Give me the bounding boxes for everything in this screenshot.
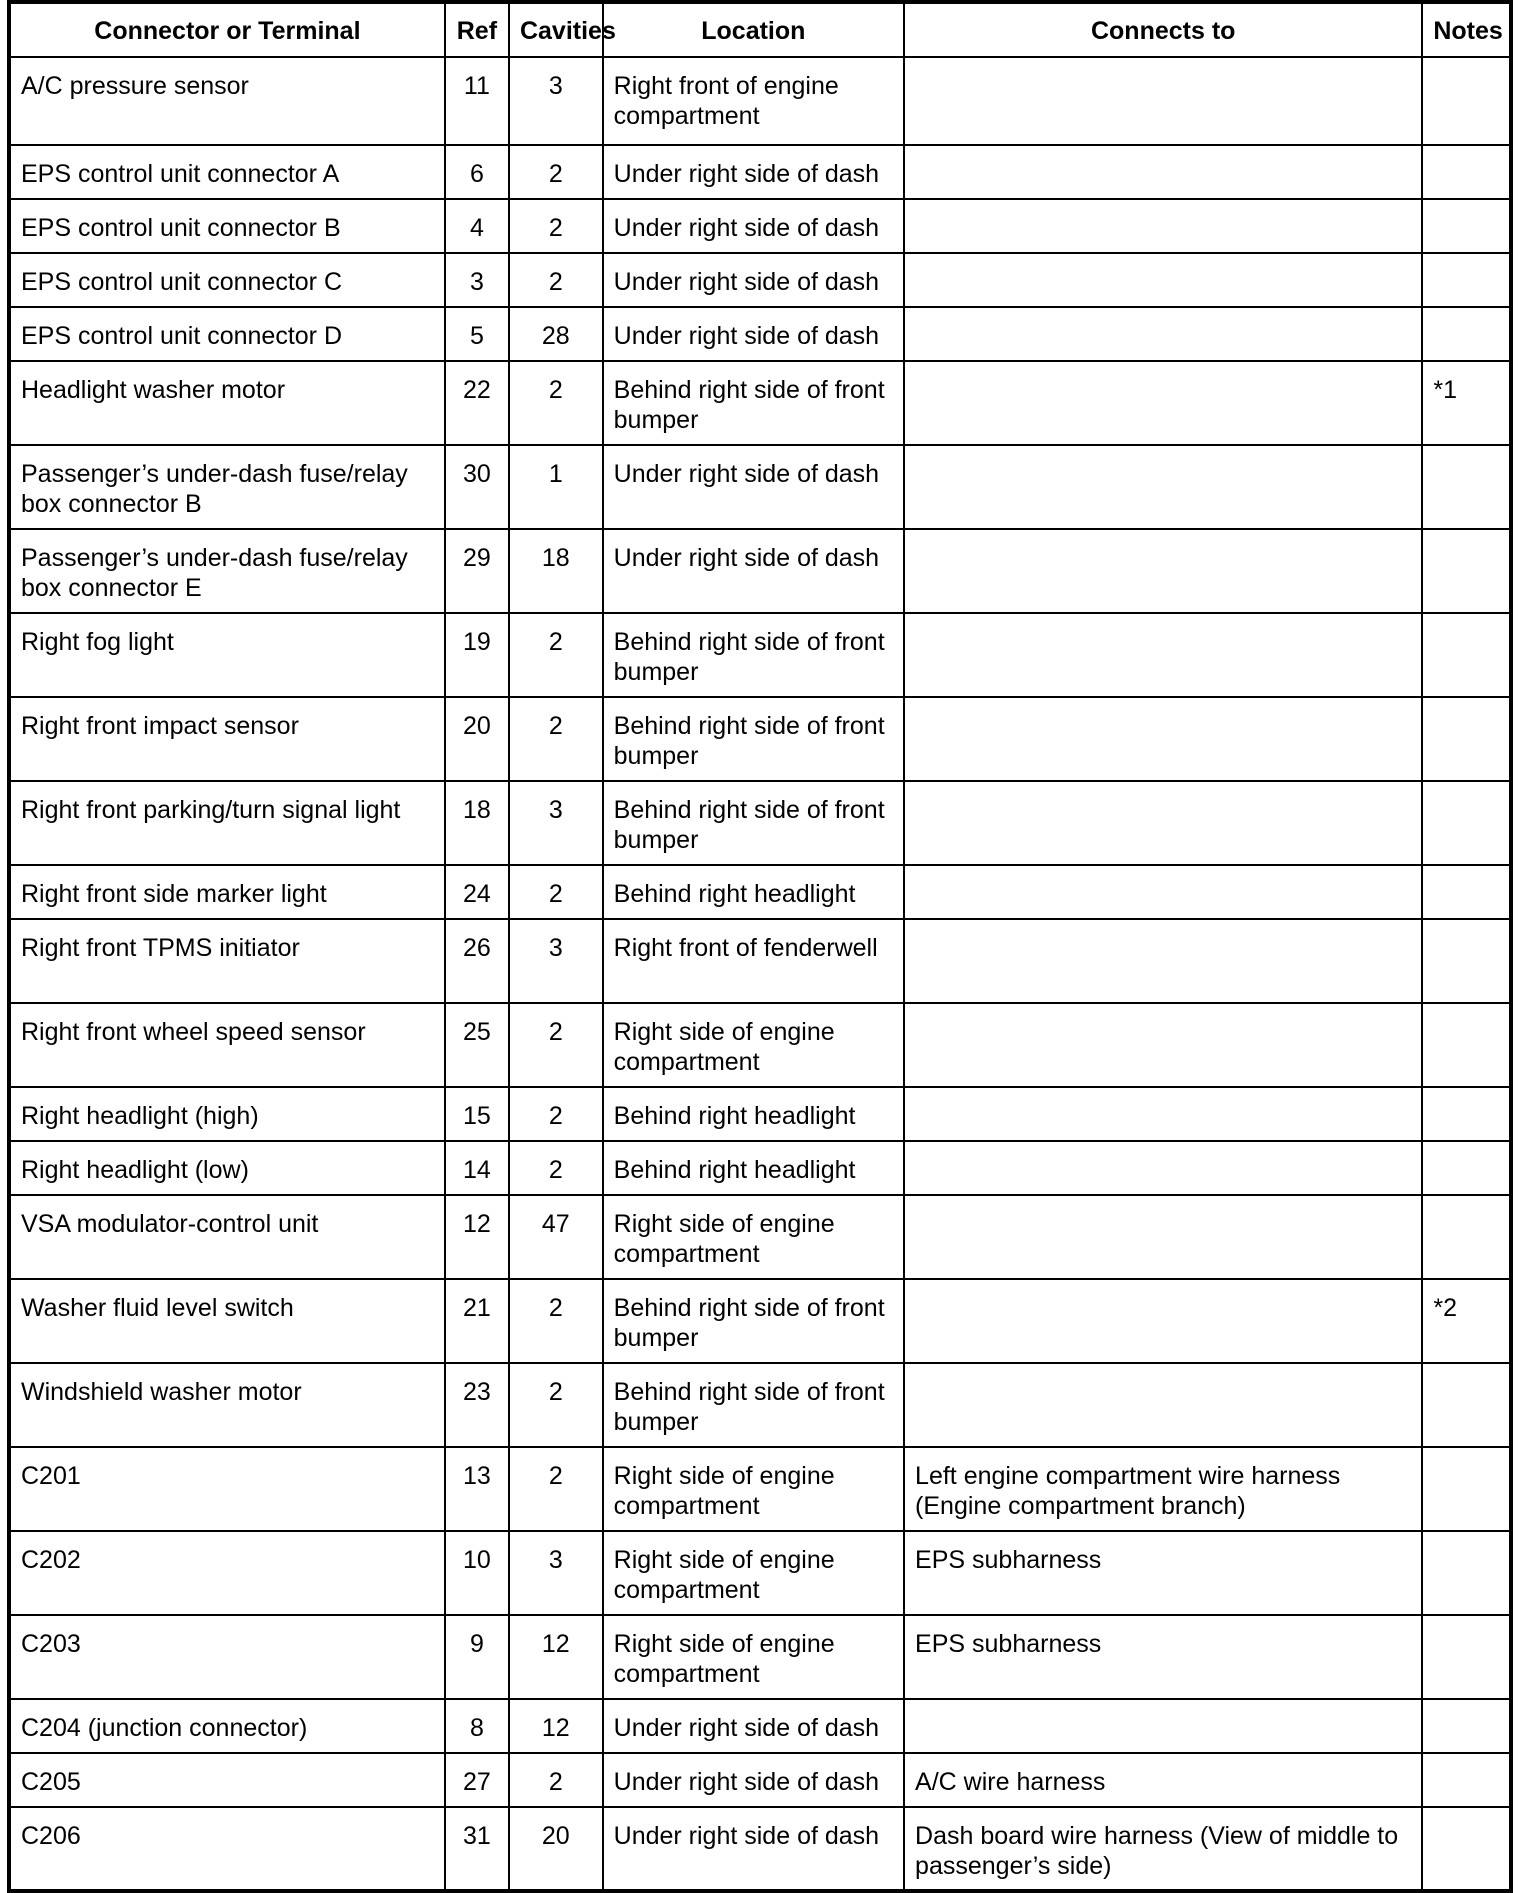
cell-ref: 13 — [445, 1447, 509, 1531]
cell-connects-to — [904, 1699, 1422, 1753]
cell-connector: Headlight washer motor — [9, 361, 445, 445]
cell-connects-to: Dash board wire harness (View of middle to passenger’s side) — [904, 1807, 1422, 1891]
table-row — [9, 1531, 1511, 1615]
cell-notes — [1422, 613, 1511, 697]
cell-notes: *2 — [1422, 1279, 1511, 1363]
cell-location: Behind right side of front bumper — [603, 781, 904, 865]
cell-notes — [1422, 1531, 1511, 1615]
table-body — [9, 57, 1511, 1891]
cell-notes — [1422, 307, 1511, 361]
cell-notes — [1422, 1447, 1511, 1531]
cell-ref: 20 — [445, 697, 509, 781]
cell-connects-to — [904, 865, 1422, 919]
cell-ref: 22 — [445, 361, 509, 445]
cell-connects-to — [904, 1363, 1422, 1447]
table-row — [9, 919, 1511, 1003]
cell-location: Right side of engine compartment — [603, 1003, 904, 1087]
cell-cavities: 1 — [509, 445, 603, 529]
cell-connects-to — [904, 697, 1422, 781]
connector-table — [7, 0, 1513, 1893]
cell-location: Behind right side of front bumper — [603, 697, 904, 781]
header-ref: Ref — [445, 2, 509, 57]
table-row — [9, 57, 1511, 145]
cell-connects-to — [904, 145, 1422, 199]
cell-notes — [1422, 145, 1511, 199]
cell-ref: 25 — [445, 1003, 509, 1087]
cell-connector: EPS control unit connector B — [9, 199, 445, 253]
cell-cavities: 2 — [509, 1363, 603, 1447]
cell-ref: 21 — [445, 1279, 509, 1363]
cell-notes — [1422, 1141, 1511, 1195]
cell-ref: 6 — [445, 145, 509, 199]
cell-connects-to — [904, 361, 1422, 445]
cell-cavities: 2 — [509, 697, 603, 781]
cell-ref: 3 — [445, 253, 509, 307]
cell-location: Under right side of dash — [603, 1753, 904, 1807]
cell-notes — [1422, 1087, 1511, 1141]
cell-location: Under right side of dash — [603, 145, 904, 199]
cell-ref: 29 — [445, 529, 509, 613]
cell-location: Right front of fenderwell — [603, 919, 904, 1003]
cell-connects-to — [904, 1087, 1422, 1141]
cell-connects-to: EPS subharness — [904, 1531, 1422, 1615]
cell-connects-to — [904, 781, 1422, 865]
table-row — [9, 1807, 1511, 1891]
table-row — [9, 1363, 1511, 1447]
cell-location: Under right side of dash — [603, 1807, 904, 1891]
cell-cavities: 2 — [509, 865, 603, 919]
cell-connects-to — [904, 919, 1422, 1003]
header-connects-to: Connects to — [904, 2, 1422, 57]
cell-connector: Right fog light — [9, 613, 445, 697]
cell-notes — [1422, 697, 1511, 781]
cell-cavities: 2 — [509, 1279, 603, 1363]
cell-ref: 31 — [445, 1807, 509, 1891]
cell-connects-to: A/C wire harness — [904, 1753, 1422, 1807]
table-row — [9, 253, 1511, 307]
cell-connector: EPS control unit connector D — [9, 307, 445, 361]
cell-location: Under right side of dash — [603, 445, 904, 529]
cell-notes — [1422, 1195, 1511, 1279]
table-row — [9, 865, 1511, 919]
cell-ref: 18 — [445, 781, 509, 865]
cell-notes — [1422, 1003, 1511, 1087]
cell-connects-to — [904, 1195, 1422, 1279]
cell-cavities: 2 — [509, 253, 603, 307]
cell-location: Under right side of dash — [603, 199, 904, 253]
cell-ref: 10 — [445, 1531, 509, 1615]
cell-ref: 30 — [445, 445, 509, 529]
cell-cavities: 12 — [509, 1699, 603, 1753]
cell-notes — [1422, 781, 1511, 865]
cell-ref: 15 — [445, 1087, 509, 1141]
cell-cavities: 2 — [509, 1003, 603, 1087]
table-header — [9, 2, 1511, 57]
cell-connects-to — [904, 253, 1422, 307]
cell-connector: Passenger’s under-dash fuse/relay box connector B — [9, 445, 445, 529]
cell-location: Under right side of dash — [603, 1699, 904, 1753]
table-row — [9, 1087, 1511, 1141]
table-row — [9, 1447, 1511, 1531]
cell-connects-to — [904, 529, 1422, 613]
cell-connector: C202 — [9, 1531, 445, 1615]
cell-notes — [1422, 529, 1511, 613]
header-row — [9, 2, 1511, 57]
header-notes: Notes — [1422, 2, 1511, 57]
table-row — [9, 361, 1511, 445]
cell-connects-to — [904, 57, 1422, 145]
cell-notes — [1422, 1615, 1511, 1699]
cell-cavities: 12 — [509, 1615, 603, 1699]
cell-notes — [1422, 199, 1511, 253]
table-row — [9, 1699, 1511, 1753]
cell-location: Under right side of dash — [603, 529, 904, 613]
cell-notes — [1422, 445, 1511, 529]
cell-connects-to — [904, 1141, 1422, 1195]
cell-connector: C206 — [9, 1807, 445, 1891]
cell-connector: A/C pressure sensor — [9, 57, 445, 145]
cell-cavities: 2 — [509, 1087, 603, 1141]
cell-notes — [1422, 865, 1511, 919]
cell-ref: 9 — [445, 1615, 509, 1699]
cell-connector: Passenger’s under-dash fuse/relay box connector E — [9, 529, 445, 613]
table-row — [9, 1615, 1511, 1699]
cell-notes — [1422, 1807, 1511, 1891]
cell-cavities: 3 — [509, 57, 603, 145]
cell-ref: 27 — [445, 1753, 509, 1807]
cell-connector: Right front parking/turn signal light — [9, 781, 445, 865]
table-row — [9, 1195, 1511, 1279]
table-row — [9, 1279, 1511, 1363]
cell-cavities: 20 — [509, 1807, 603, 1891]
table-row — [9, 781, 1511, 865]
cell-ref: 5 — [445, 307, 509, 361]
cell-connects-to — [904, 307, 1422, 361]
cell-ref: 26 — [445, 919, 509, 1003]
table-row — [9, 697, 1511, 781]
cell-cavities: 3 — [509, 781, 603, 865]
cell-connects-to — [904, 1279, 1422, 1363]
cell-location: Behind right side of front bumper — [603, 1279, 904, 1363]
cell-location: Behind right side of front bumper — [603, 613, 904, 697]
cell-notes — [1422, 919, 1511, 1003]
cell-connects-to — [904, 613, 1422, 697]
cell-location: Behind right side of front bumper — [603, 1363, 904, 1447]
cell-connector: Right front impact sensor — [9, 697, 445, 781]
cell-notes — [1422, 1753, 1511, 1807]
cell-connector: Right headlight (low) — [9, 1141, 445, 1195]
cell-connector: C205 — [9, 1753, 445, 1807]
cell-connects-to: EPS subharness — [904, 1615, 1422, 1699]
cell-connector: VSA modulator-control unit — [9, 1195, 445, 1279]
cell-location: Right side of engine compartment — [603, 1615, 904, 1699]
cell-notes — [1422, 1699, 1511, 1753]
cell-location: Behind right headlight — [603, 1087, 904, 1141]
cell-ref: 19 — [445, 613, 509, 697]
table-row — [9, 199, 1511, 253]
cell-connector: Right headlight (high) — [9, 1087, 445, 1141]
cell-location: Right side of engine compartment — [603, 1447, 904, 1531]
cell-connects-to: Left engine compartment wire harness (Engine compartment branch) — [904, 1447, 1422, 1531]
header-location: Location — [603, 2, 904, 57]
cell-notes — [1422, 253, 1511, 307]
cell-location: Behind right headlight — [603, 865, 904, 919]
cell-location: Under right side of dash — [603, 307, 904, 361]
cell-cavities: 2 — [509, 1141, 603, 1195]
table-row — [9, 445, 1511, 529]
cell-cavities: 2 — [509, 361, 603, 445]
cell-location: Right side of engine compartment — [603, 1195, 904, 1279]
cell-connects-to — [904, 1003, 1422, 1087]
table-row — [9, 1141, 1511, 1195]
cell-connects-to — [904, 445, 1422, 529]
table-row — [9, 1753, 1511, 1807]
cell-cavities: 3 — [509, 919, 603, 1003]
cell-cavities: 2 — [509, 1753, 603, 1807]
cell-cavities: 3 — [509, 1531, 603, 1615]
table-row — [9, 529, 1511, 613]
cell-connector: EPS control unit connector C — [9, 253, 445, 307]
cell-location: Behind right side of front bumper — [603, 361, 904, 445]
table-row — [9, 145, 1511, 199]
cell-connector: Windshield washer motor — [9, 1363, 445, 1447]
cell-cavities: 47 — [509, 1195, 603, 1279]
cell-cavities: 18 — [509, 529, 603, 613]
cell-location: Right side of engine compartment — [603, 1531, 904, 1615]
cell-notes — [1422, 57, 1511, 145]
cell-ref: 14 — [445, 1141, 509, 1195]
cell-notes — [1422, 1363, 1511, 1447]
cell-ref: 4 — [445, 199, 509, 253]
cell-connector: Washer fluid level switch — [9, 1279, 445, 1363]
cell-connector: C201 — [9, 1447, 445, 1531]
cell-ref: 11 — [445, 57, 509, 145]
cell-cavities: 2 — [509, 613, 603, 697]
cell-connector: Right front TPMS initiator — [9, 919, 445, 1003]
cell-connector: C203 — [9, 1615, 445, 1699]
cell-connector: C204 (junction connector) — [9, 1699, 445, 1753]
table-row — [9, 1003, 1511, 1087]
cell-ref: 23 — [445, 1363, 509, 1447]
header-cavities: Cavities — [509, 2, 603, 57]
table-row — [9, 307, 1511, 361]
cell-ref: 12 — [445, 1195, 509, 1279]
cell-ref: 8 — [445, 1699, 509, 1753]
cell-cavities: 2 — [509, 145, 603, 199]
cell-location: Behind right headlight — [603, 1141, 904, 1195]
connector-table-sheet — [7, 0, 1513, 1893]
header-connector: Connector or Terminal — [9, 2, 445, 57]
cell-ref: 24 — [445, 865, 509, 919]
cell-cavities: 2 — [509, 1447, 603, 1531]
cell-connector: Right front wheel speed sensor — [9, 1003, 445, 1087]
table-row — [9, 613, 1511, 697]
cell-connects-to — [904, 199, 1422, 253]
cell-location: Right front of engine compartment — [603, 57, 904, 145]
cell-cavities: 28 — [509, 307, 603, 361]
cell-connector: EPS control unit connector A — [9, 145, 445, 199]
cell-connector: Right front side marker light — [9, 865, 445, 919]
cell-notes: *1 — [1422, 361, 1511, 445]
cell-location: Under right side of dash — [603, 253, 904, 307]
cell-cavities: 2 — [509, 199, 603, 253]
